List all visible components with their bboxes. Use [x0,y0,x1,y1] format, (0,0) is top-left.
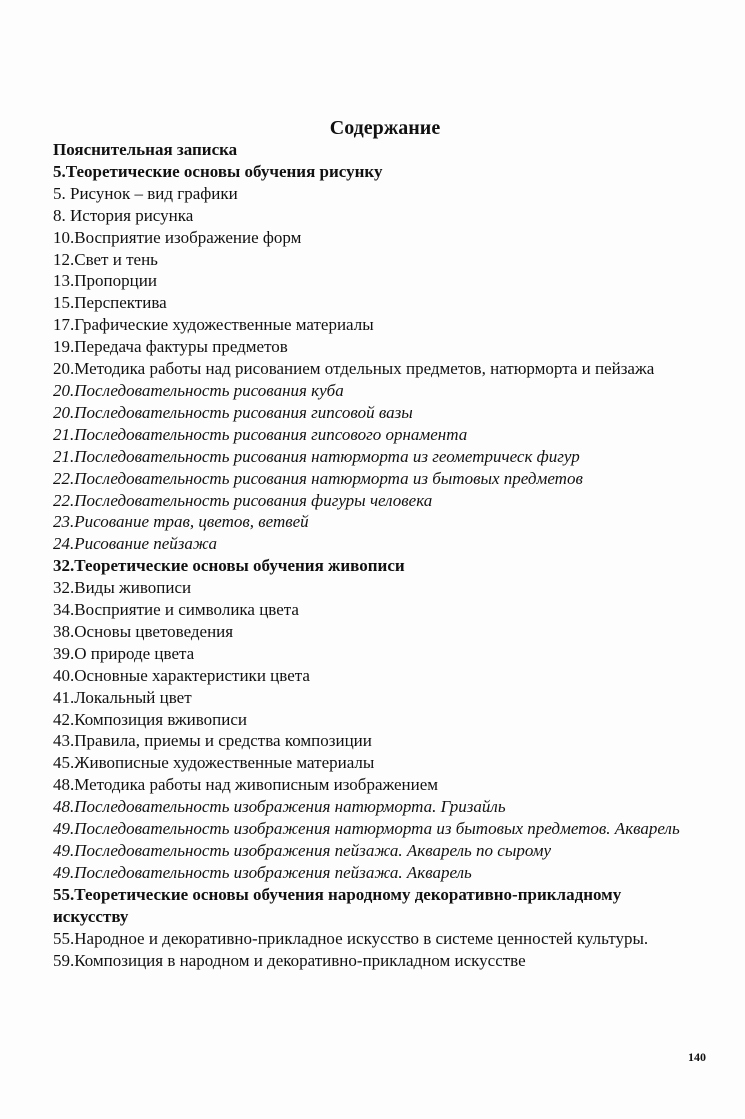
toc-entry: 41.Локальный цвет [53,687,192,707]
toc-subentry: 20.Последовательность рисования гипсовой вазы [53,402,413,422]
toc-entry: 13.Пропорции [53,271,157,291]
toc-entry: 38.Основы цветоведения [53,621,234,641]
toc-entry: 15.Перспектива [53,293,167,313]
toc-entry: 8. История рисунка [53,205,194,225]
toc-subentry: 49.Последовательность изображения пейзажа. Акварель [53,862,472,882]
toc-entry: 17.Графические художественные материалы [53,315,374,335]
toc-entry: 42.Композиция вживописи [53,709,247,729]
toc-subentry: 22.Последовательность рисования фигуры человека [53,490,433,510]
toc-entry: 40.Основные характеристики цвета [53,665,310,685]
toc-entry: 39.О природе цвета [53,643,195,663]
toc-subentry: 21.Последовательность рисования натюрморта из геометрическ фигур [53,446,580,466]
toc-subentry: 49.Последовательность изображения пейзажа. Акварель по сырому [53,841,552,860]
toc-entry: 43.Правила, приемы и средства композиции [53,731,372,751]
toc-entry: 34.Восприятие и символика цвета [53,600,299,620]
toc-entry: 45.Живописные художественные материалы [53,753,375,773]
toc-section-painting-theory: 32.Теоретические основы обучения живописи [53,556,405,576]
toc-subentry: 20.Последовательность рисования куба [53,380,344,400]
toc-entry: 12.Свет и тень [53,249,158,269]
toc-subentry: 49.Последовательность изображения натюрморта из бытовых предметов. Акварель [53,819,680,839]
toc-subentry: 21.Последовательность рисования гипсового орнамента [53,424,468,444]
page-title: Содержание [329,117,441,139]
toc-entry: 59.Композиция в народном и декоративно-прикладном искусстве [53,950,526,970]
page-number: 140 [688,1050,706,1064]
toc-entry-explanatory-note: Пояснительная записка [53,140,238,159]
toc-section-drawing-theory: 5.Теоретические основы обучения рисунку [53,161,383,181]
toc-entry: 19.Передача фактуры предметов [53,337,288,357]
toc-entry: 5. Рисунок – вид графики [53,183,238,203]
toc-entry: 55.Народное и декоративно-прикладное искусство в системе ценностей культуры. [53,928,649,948]
toc-section-folk-art-theory: 55.Теоретические основы обучения народному декоративно-прикладному искусству [53,884,622,926]
table-of-contents [53,139,693,971]
toc-subentry: 23.Рисование трав, цветов, ветвей [53,512,309,532]
toc-subentry: 22.Последовательность рисования натюрморта из бытовых предметов [53,468,583,488]
toc-subentry: 24.Рисование пейзажа [53,534,218,554]
toc-entry: 48.Методика работы над живописным изображением [53,775,439,795]
toc-entry: 20.Методика работы над рисованием отдельных предметов, натюрморта и пейзажа [53,359,655,379]
toc-subentry: 48.Последовательность изображения натюрморта. Гризайль [53,797,506,817]
toc-entry: 10.Восприятие изображение форм [53,227,302,247]
toc-entry: 32.Виды живописи [53,578,192,598]
